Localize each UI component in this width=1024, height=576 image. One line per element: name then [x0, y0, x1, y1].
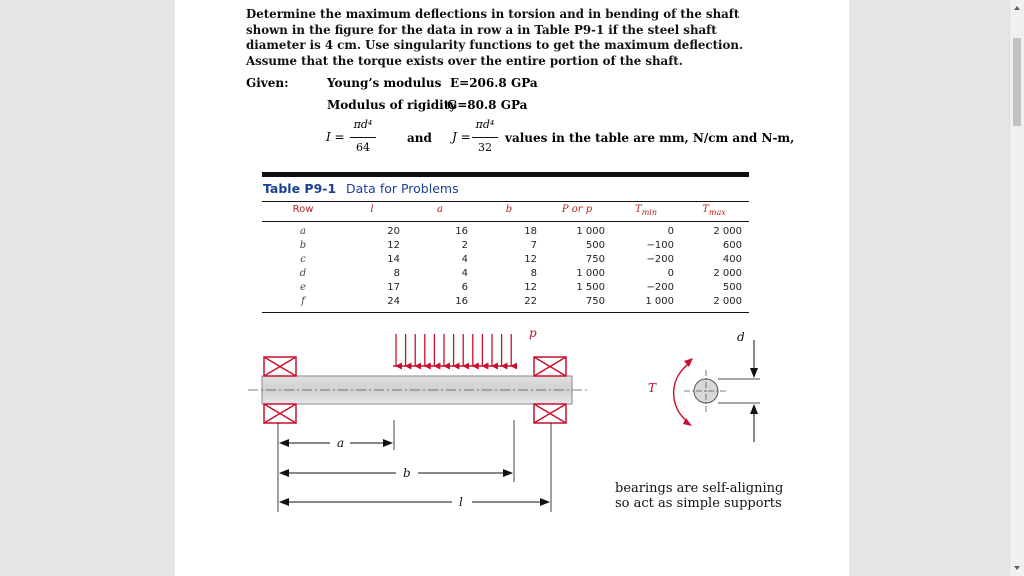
- table-header-tmax: $T_{max}$: [702, 204, 726, 217]
- torque-arrow-icon: [674, 358, 693, 426]
- formula-I-denominator: 64: [356, 141, 370, 154]
- table-header-row: Row: [292, 204, 314, 215]
- table-header-l: l: [370, 204, 374, 215]
- table-cell: 16: [455, 296, 468, 307]
- formula-J-denominator: 32: [478, 141, 492, 154]
- table-cell: 600: [722, 240, 742, 251]
- dim-label-a: a: [337, 436, 345, 450]
- formula-J-lhs: J =: [452, 130, 471, 144]
- table-cell: 7: [530, 240, 537, 251]
- table-cell: 24: [387, 296, 400, 307]
- table-cell: 2 000: [713, 296, 742, 307]
- caption-line-2: so act as simple supports: [615, 496, 782, 511]
- table-cell: d: [299, 268, 307, 279]
- table-cell: b: [299, 240, 307, 251]
- table-header-p-or-p: P or p: [561, 204, 593, 215]
- table-cell: 4: [461, 268, 468, 279]
- youngs-modulus-label: Young’s modulus: [327, 76, 442, 90]
- rigidity-modulus-label: Modulus of rigidity: [327, 98, 457, 112]
- table-cell: 20: [387, 226, 400, 237]
- table-cell: −200: [646, 282, 674, 293]
- table-cell: 14: [387, 254, 400, 265]
- table-cell: c: [300, 254, 306, 265]
- table-number: Table P9-1: [263, 181, 337, 196]
- dim-label-b: b: [403, 466, 411, 480]
- table-header-b: b: [505, 204, 513, 215]
- table-cell: 12: [387, 240, 400, 251]
- given-label: Given:: [246, 76, 289, 90]
- table-cell: 18: [524, 226, 537, 237]
- table-cell: 500: [722, 282, 742, 293]
- youngs-modulus-value: E=206.8 GPa: [450, 76, 538, 90]
- formula-J-numerator: πd⁴: [475, 118, 495, 131]
- table-cell: 0: [667, 268, 674, 279]
- table-cell: 1 000: [576, 226, 605, 237]
- table-title: Data for Problems: [346, 181, 459, 196]
- table-cell: 2 000: [713, 226, 742, 237]
- table-cell: 16: [455, 226, 468, 237]
- table-cell: 400: [722, 254, 742, 265]
- table-cell: 750: [585, 254, 605, 265]
- rigidity-modulus-value: G=80.8 GPa: [447, 98, 528, 112]
- formula-I-lhs: I =: [326, 130, 345, 144]
- caption-line-1: bearings are self-aligning: [615, 481, 784, 496]
- table-cell: 2 000: [713, 268, 742, 279]
- table-cell: 1 000: [645, 296, 674, 307]
- torque-label-T: T: [648, 381, 657, 395]
- table-cell: 12: [524, 254, 537, 265]
- table-header-tmin: $T_{min}$: [635, 204, 657, 217]
- table-cell: 17: [387, 282, 400, 293]
- table-cell: 2: [461, 240, 468, 251]
- problem-statement: Determine the maximum deflections in torsion and in bending of the shaft shown in the figure for the data in row a in Table P9-1 if the steel shaft diameter is 4 cm. Use singularity functions to get the maximum deflection. Assume that the torque exists over the entire portion of the shaft.: [246, 7, 744, 68]
- table-cell: 0: [667, 226, 674, 237]
- table-cell: f: [301, 296, 305, 307]
- table-cell: 8: [530, 268, 537, 279]
- table-cell: 1 500: [576, 282, 605, 293]
- table-cell: a: [300, 226, 306, 237]
- table-cell: −200: [646, 254, 674, 265]
- table-cell: 1 000: [576, 268, 605, 279]
- table-cell: 22: [524, 296, 537, 307]
- formula-and: and: [407, 131, 432, 145]
- shaft-cross-section: [684, 340, 760, 442]
- load-label-p: p: [529, 326, 537, 340]
- units-note: values in the table are mm, N/cm and N-m,: [505, 131, 795, 145]
- distributed-load: [393, 334, 515, 366]
- table-cell: 4: [461, 254, 468, 265]
- table-cell: 750: [585, 296, 605, 307]
- table-header-a: a: [437, 204, 443, 215]
- table-cell: 8: [393, 268, 400, 279]
- table-cell: −100: [646, 240, 674, 251]
- table-cell: e: [300, 282, 306, 293]
- table-cell: 12: [524, 282, 537, 293]
- table-cell: 500: [585, 240, 605, 251]
- dim-label-l: l: [459, 495, 463, 509]
- formula-I-numerator: πd⁴: [353, 118, 373, 131]
- diameter-label-d: d: [737, 330, 745, 344]
- table-cell: 6: [461, 282, 468, 293]
